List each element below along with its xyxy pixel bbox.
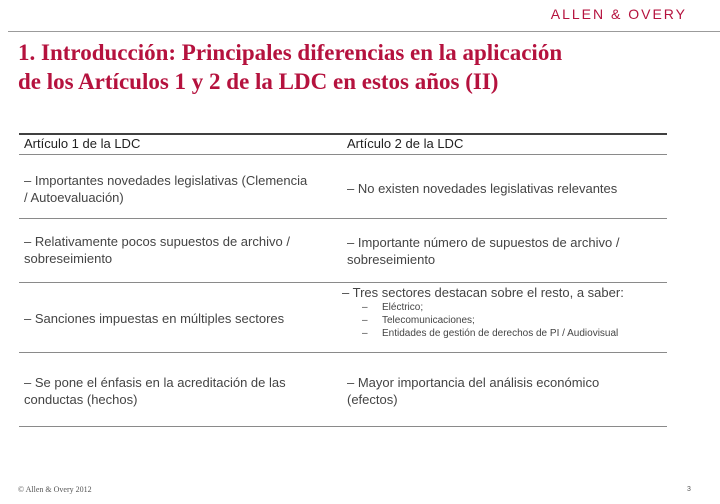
slide-title-line-1: 1. Introducción: Principales diferencias en la aplicación <box>18 40 563 65</box>
header-articulo-2: Artículo 2 de la LDC <box>347 136 464 151</box>
row-2-right-line-2: sobreseimiento <box>347 252 436 267</box>
sub-item-electrico <box>362 301 423 314</box>
sub-item-dash: – <box>362 328 368 339</box>
slide-title <box>18 38 708 96</box>
sub-item-text: Telecomunicaciones; <box>382 315 475 326</box>
row-2-right-line-1: – Importante número de supuestos de archivo / <box>347 235 620 250</box>
allen-overy-logo: ALLEN & OVERY <box>550 6 687 22</box>
row-2-right-cell <box>347 234 619 268</box>
page-number: 3 <box>687 486 691 493</box>
header-articulo-1: Artículo 1 de la LDC <box>24 136 141 151</box>
row-1-left-line-1: – Importantes novedades legislativas (Clemencia <box>24 173 308 188</box>
row-2-left-cell <box>24 233 290 267</box>
row-4-left-cell <box>24 374 286 408</box>
row-3-divider <box>19 352 667 353</box>
row-2-left-line-2: sobreseimiento <box>24 251 113 266</box>
row-4-right-line-2: (efectos) <box>347 392 398 407</box>
title-divider <box>8 31 720 32</box>
row-3-right-cell <box>342 284 624 301</box>
row-2-divider <box>19 282 667 283</box>
row-1-divider <box>19 218 667 219</box>
table-top-border <box>19 133 667 135</box>
row-4-left-line-2: conductas (hechos) <box>24 392 138 407</box>
row-1-left-cell <box>24 172 307 206</box>
row-4-left-line-1: – Se pone el énfasis en la acreditación de las <box>24 375 286 390</box>
row-4-right-cell <box>347 374 599 408</box>
sub-item-telecomunicaciones <box>362 314 475 327</box>
sub-item-text: Eléctrico; <box>382 302 424 313</box>
row-3-left-cell <box>24 310 284 327</box>
sub-item-text: Entidades de gestión de derechos de PI / Audiovisual <box>382 328 619 339</box>
row-1-left-line-2: / Autoevaluación) <box>24 190 124 205</box>
slide-title-line-2: de los Artículos 1 y 2 de la LDC en estos años (II) <box>18 69 499 94</box>
header-divider <box>19 154 667 155</box>
row-4-right-line-1: – Mayor importancia del análisis económico <box>347 375 600 390</box>
sub-item-dash: – <box>362 302 368 313</box>
row-3-right-line-1: – Tres sectores destacan sobre el resto, a saber: <box>342 285 624 300</box>
table-bottom-border <box>19 426 667 427</box>
sub-item-dash: – <box>362 315 368 326</box>
sub-item-entidades-gestion <box>362 327 618 340</box>
row-3-left-line-1: – Sanciones impuestas en múltiples sectores <box>24 311 285 326</box>
footer-copyright: © Allen & Overy 2012 <box>18 485 92 494</box>
row-1-right-line-1: – No existen novedades legislativas relevantes <box>347 181 618 196</box>
row-2-left-line-1: – Relativamente pocos supuestos de archivo / <box>24 234 290 249</box>
row-1-right-cell <box>347 180 617 197</box>
